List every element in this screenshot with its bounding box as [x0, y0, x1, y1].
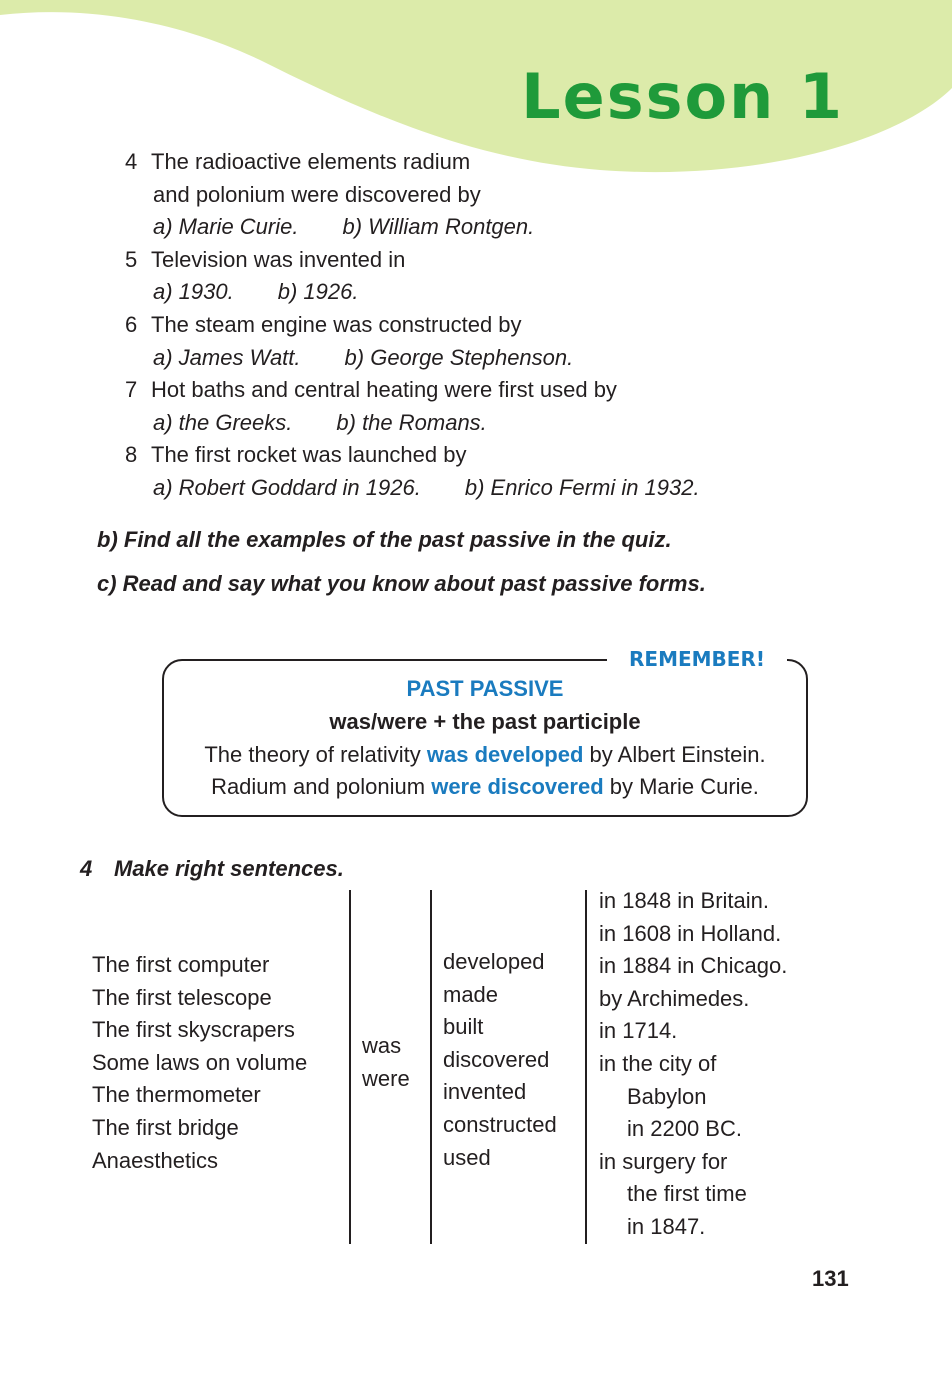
quiz-item [125, 309, 700, 374]
lesson-title: Lesson 1 [521, 60, 844, 133]
subject-item: The first computer [92, 952, 270, 977]
endings-column [599, 885, 787, 1244]
option-b: b) Enrico Fermi in 1932. [464, 474, 700, 500]
quiz-list [125, 146, 700, 505]
ending-item: in 1847. [627, 1213, 706, 1239]
question-text: The first rocket was launched by [151, 442, 467, 468]
page-number: 131 [812, 1266, 849, 1291]
example-highlight: was developed [426, 742, 584, 767]
question-text: The steam engine was constructed by [151, 311, 522, 337]
participle-item: developed [443, 949, 545, 974]
participle-item: invented [443, 1079, 527, 1105]
question-text-continued: and polonium were discovered by [153, 181, 481, 207]
quiz-item [125, 244, 700, 309]
remember-heading: PAST PASSIVE [406, 676, 564, 701]
question-number: 4 [125, 149, 138, 174]
column-divider [585, 890, 587, 1244]
subject-item: The first skyscrapers [92, 1017, 295, 1043]
option-a: a) the Greeks. [153, 409, 293, 435]
ending-item: in surgery for [599, 1148, 728, 1174]
question-number: 5 [125, 246, 138, 272]
exercise-heading [80, 856, 344, 882]
ending-item: in 1714. [599, 1018, 678, 1044]
participle-item: constructed [443, 1111, 557, 1137]
option-b: b) 1926. [277, 279, 359, 305]
column-divider [430, 890, 432, 1244]
ending-item: in 2200 BC. [627, 1116, 742, 1142]
subject-item: The thermometer [92, 1082, 261, 1108]
ending-item: in the city of [599, 1050, 717, 1076]
example-highlight: were discovered [431, 774, 604, 799]
option-b: b) George Stephenson. [344, 344, 574, 370]
verb-item: was [362, 1033, 402, 1058]
remember-formula: was/were + the past participle [329, 709, 641, 734]
ending-item: in 1884 in Chicago. [599, 953, 788, 979]
option-b: b) William Rontgen. [342, 214, 535, 240]
subject-item: The first bridge [92, 1114, 239, 1140]
question-number: 7 [125, 377, 138, 403]
remember-example-1: The theory of relativity was developed by Albert Einstein. [204, 742, 766, 767]
remember-tag: REMEMBER! [607, 644, 787, 674]
subjects-column [92, 949, 307, 1177]
remember-example-2: Radium and polonium were discovered by Marie Curie. [211, 774, 759, 799]
question-text: The radioactive elements radium [151, 149, 471, 174]
column-divider [349, 890, 351, 1244]
participles-column [443, 946, 557, 1174]
question-number: 8 [125, 442, 138, 468]
ending-item: in 1608 in Holland. [599, 920, 782, 946]
option-a: a) 1930. [153, 279, 234, 305]
question-number: 6 [125, 311, 138, 337]
participle-item: used [443, 1144, 491, 1170]
option-a: a) James Watt. [153, 344, 301, 370]
participle-item: discovered [443, 1046, 550, 1072]
task-b: b) Find all the examples of the past passive in the quiz. [97, 527, 672, 552]
exercise-number: 4 [80, 856, 93, 881]
quiz-item [125, 146, 700, 244]
ending-item: the first time [627, 1181, 747, 1207]
question-text: Hot baths and central heating were first used by [151, 377, 617, 403]
verbs-column [362, 1030, 410, 1095]
verb-item: were [362, 1065, 410, 1091]
ending-item: in 1848 in Britain. [599, 888, 769, 913]
ending-item: Babylon [627, 1083, 707, 1109]
quiz-item [125, 439, 700, 504]
question-text: Television was invented in [151, 246, 406, 272]
option-a: a) Robert Goddard in 1926. [153, 474, 421, 500]
subject-item: Some laws on volume [92, 1049, 308, 1075]
subject-item: The first telescope [92, 984, 272, 1010]
option-b: b) the Romans. [336, 409, 487, 435]
ending-item: by Archimedes. [599, 985, 750, 1011]
subject-item: Anaesthetics [92, 1147, 218, 1173]
participle-item: made [443, 981, 499, 1007]
option-a: a) Marie Curie. [153, 214, 299, 240]
participle-item: built [443, 1014, 484, 1040]
quiz-item [125, 374, 700, 439]
exercise-title: Make right sentences. [114, 856, 344, 881]
task-c: c) Read and say what you know about past passive forms. [97, 571, 706, 596]
